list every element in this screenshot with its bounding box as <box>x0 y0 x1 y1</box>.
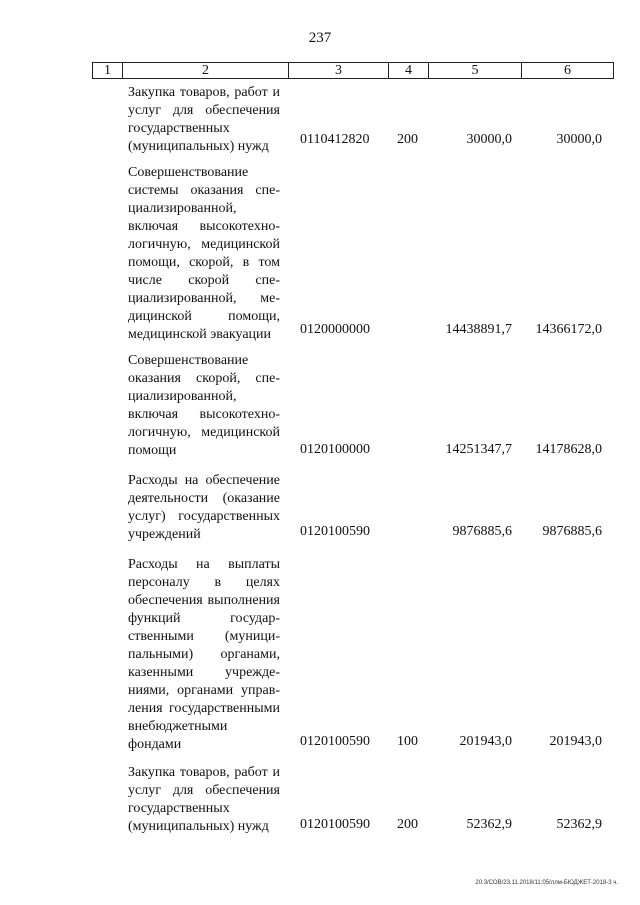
document-footer: 20.3/СОВ/23.11.2018/11:05/ллм-БЮДЖЕТ-2018-3 ч. <box>475 880 618 886</box>
row-code: 0120100590 <box>300 734 370 749</box>
row-value-5: 14251347,7 <box>445 442 512 457</box>
header-col-5: 5 <box>429 63 522 78</box>
row-name: Закупка товаров, работ и услуг для обеспечения государственных (муниципальных) нужд <box>128 85 280 154</box>
row-value-5: 9876885,6 <box>452 524 512 539</box>
row-code: 0120100000 <box>300 442 370 457</box>
header-col-2: 2 <box>123 63 289 78</box>
row-code: 0110412820 <box>300 132 370 147</box>
row-name: Расходы на обеспечение деятельности (оказание услуг) государственных учреждений <box>128 473 280 542</box>
row-type: 100 <box>397 734 418 749</box>
row-value-6: 9876885,6 <box>542 524 602 539</box>
page-number: 237 <box>308 30 332 46</box>
row-value-6: 30000,0 <box>556 132 602 147</box>
row-name: Расходы на выплаты персоналу в целях обеспечения выполнения функций государственными (муниципальными) органами, казенными учреждениями, органами управления государственными внебюджетными фондами <box>128 557 280 752</box>
row-value-6: 201943,0 <box>549 734 602 749</box>
row-value-6: 52362,9 <box>556 817 602 832</box>
row-name: Закупка товаров, работ и услуг для обеспечения государственных (муниципальных) нужд <box>128 765 280 834</box>
header-col-3: 3 <box>289 63 389 78</box>
row-value-5: 52362,9 <box>466 817 512 832</box>
row-code: 0120000000 <box>300 322 370 337</box>
table-header <box>92 62 614 79</box>
header-col-1: 1 <box>93 63 123 78</box>
row-type: 200 <box>397 132 418 147</box>
row-code: 0120100590 <box>300 817 370 832</box>
row-value-6: 14366172,0 <box>535 322 602 337</box>
row-value-5: 14438891,7 <box>445 322 512 337</box>
row-code: 0120100590 <box>300 524 370 539</box>
row-name: Совершенствование системы оказания специализированной, включая высокотехнологичную, медицинской помощи, скорой, в том числе скорой специализированной, медицинской помощи, медицинской эвакуации <box>128 165 280 342</box>
row-value-5: 201943,0 <box>459 734 512 749</box>
row-name: Совершенствование оказания скорой, специализированной, включая высокотехнологичную, медицинской помощи <box>128 353 280 458</box>
row-value-5: 30000,0 <box>466 132 512 147</box>
header-col-6: 6 <box>564 63 571 78</box>
header-col-4: 4 <box>389 63 429 78</box>
row-type: 200 <box>397 817 418 832</box>
row-value-6: 14178628,0 <box>535 442 602 457</box>
